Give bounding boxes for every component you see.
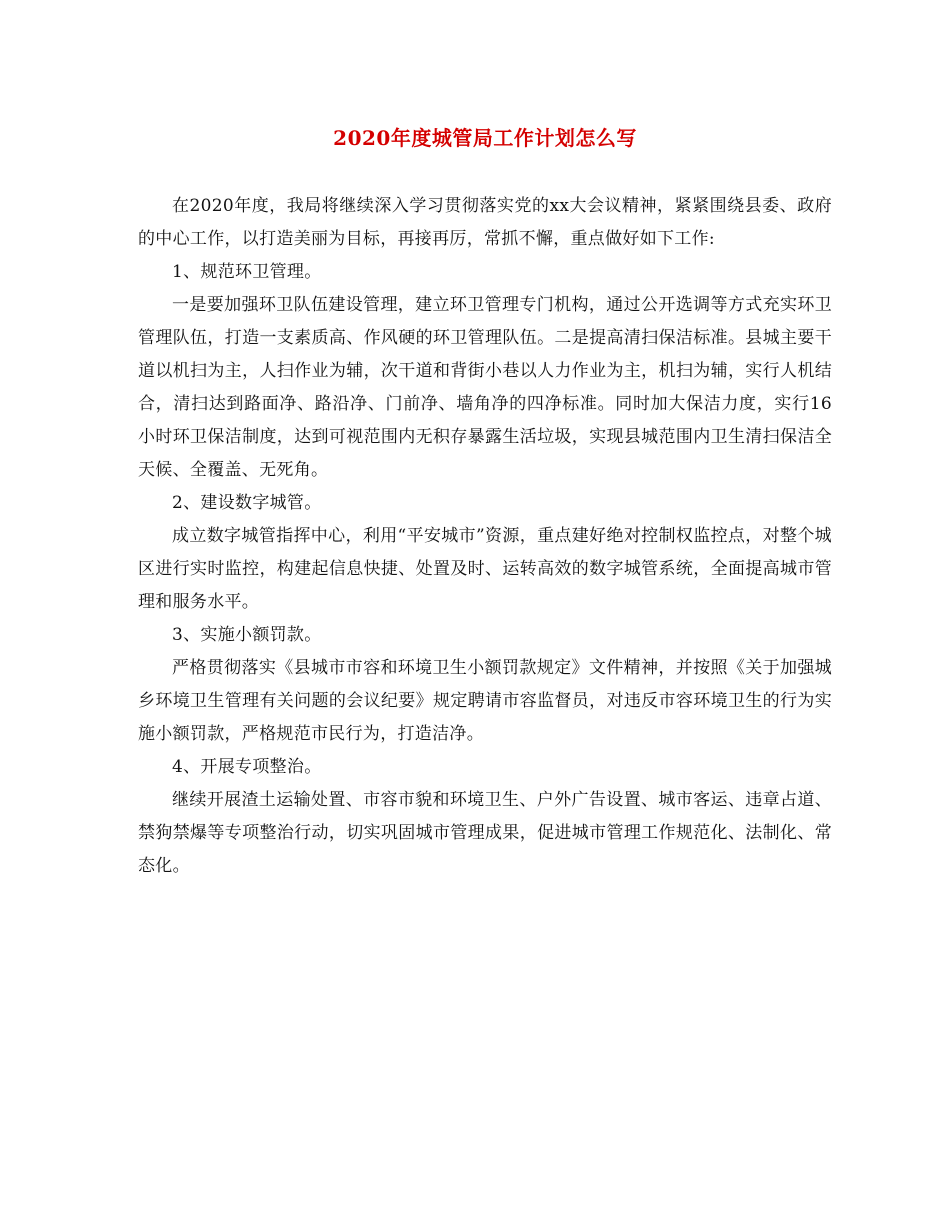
section-heading-4: 4、开展专项整治。 [172,757,322,777]
section-heading-3: 3、实施小额罚款。 [172,625,322,645]
section-heading-2: 2、建设数字城管。 [172,493,322,513]
document-body [138,190,832,883]
section-heading-1: 1、规范环卫管理。 [172,262,322,282]
section-paragraph-1: 一是要加强环卫队伍建设管理，建立环卫管理专门机构，通过公开选调等方式充实环卫管理队伍，打造一支素质高、作风硬的环卫管理队伍。二是提高清扫保洁标准。县城主要干道以机扫为主，人扫作业为辅，次干道和背街小巷以人力作业为主，机扫为辅，实行人机结合，清扫达到路面净、路沿净、门前净、墙角净的四净标准。同时加大保洁力度，实行16小时环卫保洁制度，达到可视范围内无积存暴露生活垃圾，实现县城范围内卫生清扫保洁全天候、全覆盖、无死角。 [138,295,832,480]
intro-paragraph: 在2020年度，我局将继续深入学习贯彻落实党的xx大会议精神，紧紧围绕县委、政府的中心工作，以打造美丽为目标，再接再厉，常抓不懈，重点做好如下工作: [138,196,832,249]
document-title: 2020年度城管局工作计划怎么写 [333,126,637,150]
section-paragraph-2: 成立数字城管指挥中心，利用“平安城市”资源，重点建好绝对控制权监控点，对整个城区进行实时监控，构建起信息快捷、处置及时、运转高效的数字城管系统，全面提高城市管理和服务水平。 [138,526,832,612]
section-paragraph-3: 严格贯彻落实《县城市市容和环境卫生小额罚款规定》文件精神，并按照《关于加强城乡环境卫生管理有关问题的会议纪要》规定聘请市容监督员，对违反市容环境卫生的行为实施小额罚款，严格规范市民行为，打造洁净。 [138,658,832,744]
section-paragraph-4: 继续开展渣土运输处置、市容市貌和环境卫生、户外广告设置、城市客运、违章占道、禁狗禁爆等专项整治行动，切实巩固城市管理成果，促进城市管理工作规范化、法制化、常态化。 [138,790,832,876]
